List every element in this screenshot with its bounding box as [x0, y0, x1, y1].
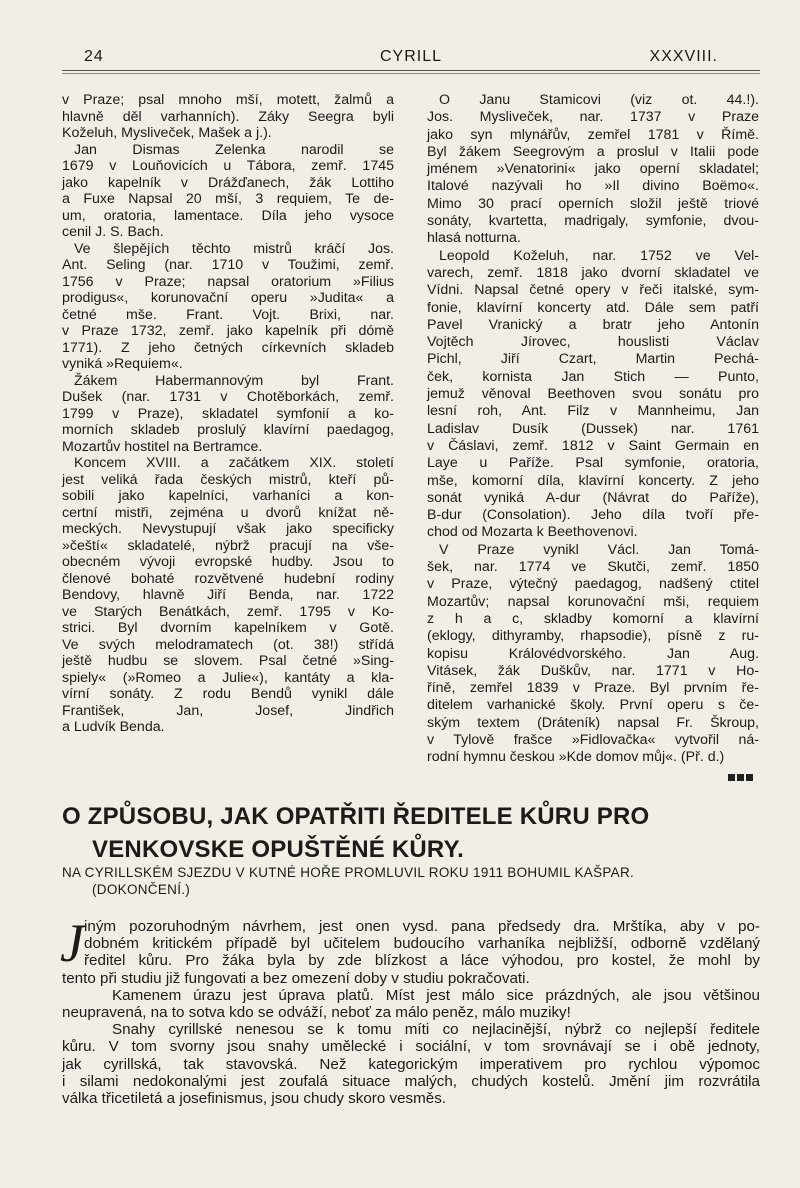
text-line: v Praze, výtečný paedagog, nadšený ctitel [427, 576, 759, 593]
text-line: Vitásek, žák Duškův, nar. 1771 v Ho- [427, 662, 759, 679]
text-line: jak cyrillská, tak stavovská. Než kategorickým imperativem pro rychlou výpomoc [62, 1055, 760, 1073]
article-title-line: VENKOVSKE OPUŠTĚNÉ KŮRY. [92, 836, 464, 863]
text-line: fonie, klavírní koncerty atd. Dále sem patří [427, 299, 759, 316]
text-line: František, Jan, Josef, Jindřich [62, 702, 394, 719]
text-line: jako kapelník v Drážďanech, žák Lottiho [62, 174, 394, 191]
text-line: kůru. V tom svorny jsou snahy umělecké i sociální, v tom srovnávají se i obě jednoty, [62, 1038, 760, 1056]
section-end-ornament [728, 774, 753, 781]
text-line: hlasá notturna. [427, 230, 521, 247]
text-line: Koželuh, Mysliveček, Mašek a j.). [62, 125, 272, 141]
article-title [62, 800, 762, 866]
text-line: a Ludvík Benda. [62, 719, 165, 735]
text-line: ditelem varhanické školy. První operu s če- [427, 697, 759, 714]
text-line: v Praze; psal mnoho mší, motett, žalmů a [62, 92, 394, 108]
text-line: Ant. Seling (nar. 1710 v Toužimi, zemř. [62, 257, 394, 273]
running-header [62, 48, 760, 68]
text-line: strici. Byl dvorním kapelníkem v Gotě. [62, 620, 394, 636]
text-line: chod od Mozarta k Beethovenovi. [427, 524, 638, 541]
text-line: Laye u Paříže. Psal symfonie, oratoria, [427, 455, 759, 472]
text-line: Ve svých melodramatech (ot. 38!) střídá [62, 636, 394, 653]
text-line: meckých. Nevystupují však jako specificky [62, 521, 394, 537]
text-line: 1756 v Praze; napsal oratorium »Filius [62, 273, 394, 290]
text-line: lesní roh, Ant. Filz v Mannheimu, Jan [427, 403, 759, 420]
drop-cap: J [60, 913, 84, 973]
article-subtitle-line: NA CYRILLSKÉM SJEZDU V KUTNÉ HOŘE PROMLUVIL ROKU 1911 BOHUMIL KAŠPAR. [62, 865, 635, 880]
text-line: V Praze vynikl Václ. Jan Tomá- [439, 541, 759, 558]
text-line: jménem »Venatorini« jako operní skladatel; [427, 161, 759, 178]
text-line: členové bohaté rozvětvené hudební rodiny [62, 570, 394, 587]
text-line: Jan Dismas Zelenka narodil se [74, 141, 394, 158]
text-line: v Praze 1732, zemř. jako kapelník při dómě [62, 323, 394, 339]
text-line: um, oratoria, lamentace. Díla jeho vysoce [62, 207, 394, 224]
text-line: sonát vyniká A-dur (Návrat do Paříže), [427, 489, 759, 506]
text-line: v Čáslavi, zemř. 1812 v Saint Germain en [427, 437, 759, 454]
text-line: ček, kornista Jan Stich — Punto, [427, 368, 759, 385]
text-line: Pavel Vranický a bratr jeho Antonín [427, 316, 759, 333]
journal-title: CYRILL [379, 48, 443, 65]
text-line: 1771). Z jeho četných církevních skladeb [62, 339, 394, 356]
text-line: z h a c, skladby komorní a klavírní [427, 610, 759, 627]
article-body [60, 913, 760, 1108]
text-line: rodní hymnu českou »Kde domov můj«. (Př. d.) [427, 749, 725, 766]
article-subtitle-line: (DOKONČENÍ.) [92, 882, 191, 897]
text-line: Bendovy, hlavně Jiří Benda, nar. 1722 [62, 587, 394, 603]
text-line: obecném vývoji evropské hudby. Jsou to [62, 554, 394, 570]
left-column [62, 92, 394, 736]
text-line: i silami nedokonalými jest zoufalá situace malých, chudých kostelů. Jmění jim rozvrátila [62, 1072, 760, 1090]
text-line: vírní sonáty. Z rodu Bendů vynikl dále [62, 686, 394, 702]
text-line: ským textem (Dráteník) napsal Fr. Škroup, [427, 714, 759, 731]
text-line: četné mše. Frant. Vojt. Brixi, nar. [62, 306, 394, 323]
text-line: Mozartův; napsal korunovační mši, requiem [427, 593, 759, 610]
text-line: Italové nazývali ho »Il divino Boëmo«. [427, 178, 759, 195]
text-line: prodigus«, korunovační operu »Judita« a [62, 290, 394, 306]
text-line: v Tylově frašce »Fidlovačka« vytvořil ná- [427, 731, 759, 748]
text-line: 1799 v Praze), skladatel symfonií a ko- [62, 405, 394, 422]
text-line: Pichl, Jiří Czart, Martin Pechá- [427, 351, 759, 368]
text-line: Koncem XVIII. a začátkem XIX. století [74, 455, 394, 471]
text-line: Kamenem úrazu jest úprava platů. Míst jest málo sice prázdných, ale jsou většinou [112, 986, 760, 1004]
text-line: iným pozoruhodným návrhem, jest onen vysd. pana předsedy dra. Mrštíka, aby v po- [84, 918, 760, 935]
text-line: kopisu Královédvorského. Jan Aug. [427, 645, 759, 662]
text-line: Vídni. Napsal četné opery v řeči italské, sym- [427, 282, 759, 299]
volume-number: XXXVIII. [649, 48, 718, 65]
text-line: Snahy cyrillské nenesou se k tomu míti co nejlacinější, nýbrž co nejlepší ředitele [112, 1021, 760, 1039]
text-line: mše, komorní díla, klavírní koncerty. Z jeho [427, 472, 759, 489]
text-line: cenil J. S. Bach. [62, 224, 164, 240]
text-line: B-dur (Consolation). Jeho díla tvoří pře- [427, 507, 759, 524]
text-line: Ladislav Dusík (Dussek) nar. 1761 [427, 420, 759, 437]
article-subtitle [62, 864, 760, 898]
article-title-line: O ZPŮSOBU, JAK OPATŘITI ŘEDITELE KŮRU PRO [62, 803, 650, 830]
text-line: varech, zemř. 1818 jako dvorní skladatel ve [427, 264, 759, 281]
text-line: jest veliká řada českých mistrů, kteří pů- [62, 471, 394, 488]
text-line: 1679 v Louňovicích u Tábora, zemř. 1745 [62, 158, 394, 174]
text-line: dobném kritickém případě byl učitelem budoucího varhaníka nejbližší, odborně vzdělaný [84, 935, 760, 953]
text-line: tento při studiu již fungovati a bez omezení doby v studiu pokračovati. [62, 969, 530, 987]
text-line: (eklogy, dithyramby, rhapsodie), písně z ru- [427, 628, 759, 645]
text-line: spiely« (»Romeo a Julie«), kantáty a kla- [62, 669, 394, 686]
text-line: ve Starých Benátkách, zemř. 1795 v Ko- [62, 603, 394, 620]
text-line: sonáty, kvartetta, madrigaly, symfonie, dvou- [427, 213, 759, 230]
text-line: morních skladeb proslulý klavírní paedagog, [62, 422, 394, 438]
text-line: Mozartův hostitel na Bertramce. [62, 438, 263, 455]
text-line: válka třicetiletá a josefinismus, jsou chudy skoro vesměs. [62, 1090, 447, 1108]
text-line: certní mistři, zejména u dvorů knížat ně- [62, 504, 394, 521]
text-line: Byl žákem Seegrovým a proslul v Italii pode [427, 143, 759, 160]
text-line: Jos. Mysliveček, nar. 1737 v Praze [427, 109, 759, 126]
text-line: Mimo 30 prací operních složil ještě triové [427, 195, 759, 212]
text-line: jako syn mlynářův, zemřel 1781 v Římě. [427, 126, 759, 143]
header-rule [62, 70, 760, 74]
text-line: O Janu Stamicovi (viz ot. 44.!). [439, 92, 759, 108]
page-number: 24 [84, 48, 104, 65]
text-line: jemuž věnoval Beethoven svou sonátu pro [427, 386, 759, 403]
text-line: Dušek (nar. 1731 v Chotěborkách, zemř. [62, 389, 394, 405]
text-line: Vojtěch Jírovec, houslisti Václav [427, 334, 759, 351]
text-line: ředitel kůru. Pro žáka byla by zde blízkost a láce výhodou, pro kostel, že mohl by [84, 952, 760, 970]
right-column [427, 92, 759, 767]
text-line: ještě hudbu se slovem. Psal četné »Sing- [62, 653, 394, 669]
text-line: sobili jako kapelníci, varhaníci a kon- [62, 488, 394, 504]
text-line: říně, zemřel 1839 v Praze. Byl prvním ře- [427, 680, 759, 697]
text-line: hlavně děl varhanních). Záky Seegra byli [62, 108, 394, 125]
text-line: Leopold Koželuh, nar. 1752 ve Vel- [439, 247, 759, 264]
text-line: »čeští« skladatelé, nýbrž pracují na vše- [62, 537, 394, 554]
text-line: neupravená, na to sotva kdo se odváží, neboť za málo peněz, málo muziky! [62, 1004, 571, 1022]
text-line: a Fuxe Napsal 20 mší, 3 requiem, Te de- [62, 191, 394, 207]
text-line: šek, nar. 1774 ve Skutči, zemř. 1850 [427, 559, 759, 576]
text-line: vyniká »Requiem«. [62, 356, 183, 372]
text-line: Ve šlepějích těchto mistrů kráčí Jos. [74, 240, 394, 257]
text-line: Žákem Habermannovým byl Frant. [74, 372, 394, 389]
